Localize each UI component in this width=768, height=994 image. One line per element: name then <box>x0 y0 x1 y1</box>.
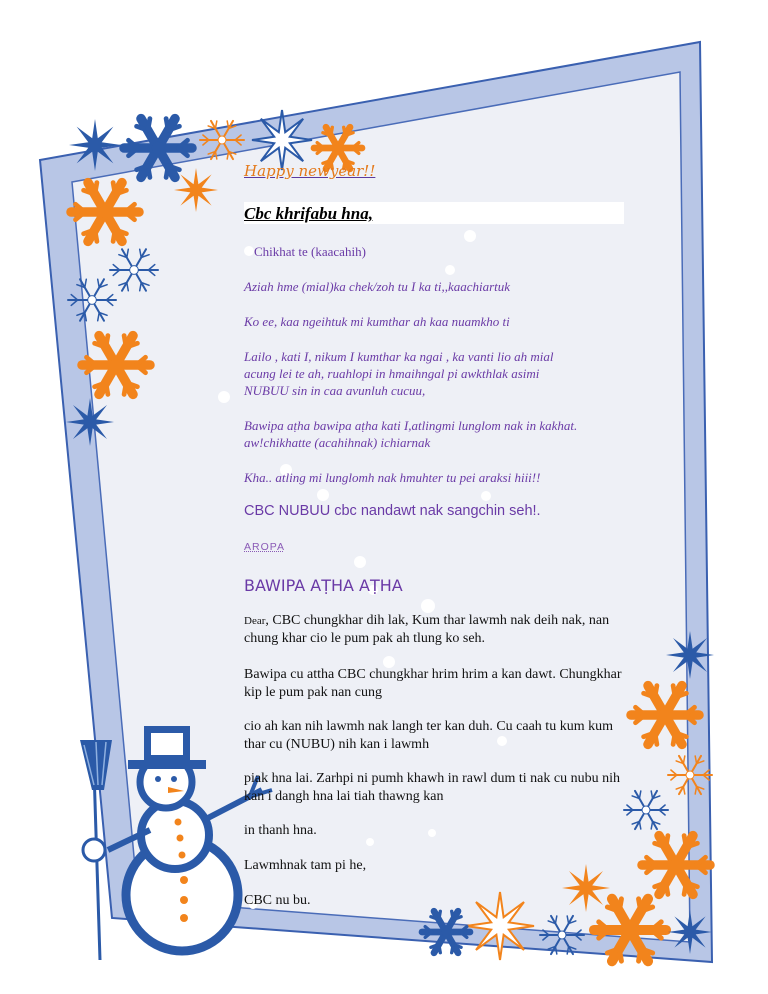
poem-line-2: Ko ee, kaa ngeihtuk mi kumthar ah kaa nuamkho ti <box>244 314 510 329</box>
body-paragraph-5: in thanh hna. <box>244 823 317 838</box>
section-heading: BAWIPA AṬHA AṬHA <box>244 576 403 595</box>
broom-icon <box>80 740 112 960</box>
poem-line-8: Kha.. atling mi lunglomh nak hmuhter tu pei araksi hiii!! <box>244 470 541 485</box>
poem-line-5: NUBUU sin in caa avunluh cucuu, <box>244 383 426 398</box>
body-paragraph-1 <box>244 612 624 648</box>
letter-title: Cbc khrifabu hna, <box>244 204 373 223</box>
poem-line-3: Lailo , kati I, nikum I kumthar ka ngai , ka vanti lio ah mial <box>244 349 554 364</box>
poem-line-7: aw!chikhatte (acahihnak) ichiarnak <box>244 435 431 450</box>
cbc-nubuu-line: CBC NUBUU cbc nandawt nak sangchin seh!. <box>244 503 541 519</box>
salutation: Chikhat te (kaacahih) <box>254 244 366 259</box>
poem-line-6: Bawipa aṭha bawipa aṭha kati I,atlingmi lunglom nak in kakhat. <box>244 418 578 433</box>
greeting-text: Happy newyear!! <box>244 162 376 180</box>
poem-line-1: Aziah hme (mial)ka chek/zoh tu I ka ti,,kaachiartuk <box>244 279 511 294</box>
body-paragraph-4: piak hna lai. Zarhpi ni pumh khawh in rawl dum ti nak cu nubu nih kan i dangh hna lai tiah thawng kan <box>244 771 620 804</box>
dear-word: Dear <box>244 615 266 627</box>
poem-line-4: acung lei te ah, ruahlopi in hmaihngal pi awkthlak asimi <box>244 366 540 381</box>
body-paragraph-3: cio ah kan nih lawmh nak langh ter kan duh. Cu caah tu kum kum thar cu (NUBU) nih kan i lawmh <box>244 719 613 752</box>
signature-line: CBC nu bu. <box>244 893 311 908</box>
body-text-1: , CBC chungkhar dih lak, Kum thar lawmh nak deih nak, nan chung khar cio le pum pak ah tlung ko seh. <box>244 613 610 646</box>
aropa-label: AROPA <box>244 541 285 553</box>
body-paragraph-2: Bawipa cu attha CBC chungkhar hrim hrim a kan dawt. Chungkhar kip le pum pak nan cung <box>244 667 622 700</box>
closing-line: Lawmhnak tam pi he, <box>244 858 367 873</box>
